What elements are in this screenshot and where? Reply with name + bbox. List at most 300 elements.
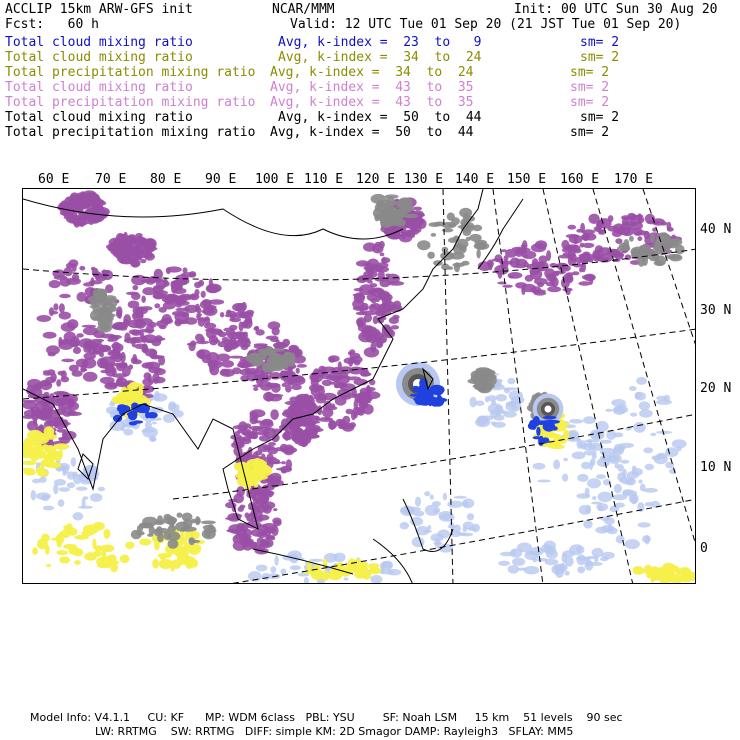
purple-cloud-region <box>82 358 96 369</box>
light-cloud-region <box>605 409 613 412</box>
light-cloud-region <box>551 565 564 575</box>
light-cloud-region <box>618 404 627 407</box>
purple-cloud-region <box>271 433 279 442</box>
gray-cloud-region <box>147 533 153 537</box>
purple-cloud-region <box>133 313 143 318</box>
purple-cloud-region <box>294 434 299 440</box>
yellow-cloud-region <box>47 450 59 459</box>
gray-cloud-region <box>204 528 217 533</box>
light-cloud-region <box>629 386 637 391</box>
purple-cloud-region <box>386 274 391 277</box>
purple-cloud-region <box>266 529 276 533</box>
purple-cloud-region <box>43 370 50 374</box>
gray-cloud-region <box>451 217 460 225</box>
light-cloud-region <box>509 390 523 400</box>
purple-cloud-region <box>110 335 122 339</box>
purple-cloud-region <box>59 303 65 313</box>
purple-cloud-region <box>328 357 335 363</box>
purple-cloud-region <box>45 377 56 384</box>
yellow-cloud-region <box>132 398 140 402</box>
light-cloud-region <box>281 569 287 575</box>
light-cloud-region <box>650 433 656 436</box>
purple-cloud-region <box>221 360 234 368</box>
light-cloud-region <box>470 397 477 408</box>
purple-cloud-region <box>92 351 101 355</box>
legend-smooth-1: sm= 2 <box>580 50 620 65</box>
map-panel <box>22 188 696 584</box>
purple-cloud-region <box>131 337 135 347</box>
purple-cloud-region <box>352 407 363 415</box>
purple-cloud-region <box>253 387 258 391</box>
blue-cloud-region <box>532 424 537 430</box>
purple-cloud-region <box>198 282 203 285</box>
purple-cloud-region <box>83 372 98 382</box>
gray-cloud-region <box>188 537 195 545</box>
gray-cloud-region <box>386 196 395 204</box>
lat-label-1: 30 N <box>700 303 732 318</box>
legend-smooth-5: sm= 2 <box>580 110 620 125</box>
purple-cloud-region <box>621 227 634 237</box>
purple-cloud-region <box>635 231 649 236</box>
purple-cloud-region <box>196 307 201 313</box>
purple-cloud-region <box>83 327 99 336</box>
light-cloud-region <box>567 436 580 442</box>
gray-cloud-region <box>168 539 179 549</box>
purple-cloud-region <box>255 450 262 455</box>
light-cloud-region <box>43 506 54 511</box>
light-cloud-region <box>587 478 601 488</box>
light-cloud-region <box>598 492 613 503</box>
light-cloud-region <box>613 432 623 437</box>
light-cloud-region <box>433 509 439 513</box>
gray-cloud-region <box>286 354 293 358</box>
purple-cloud-region <box>131 293 141 300</box>
purple-cloud-region <box>195 334 204 342</box>
light-cloud-region <box>532 558 537 562</box>
purple-cloud-region <box>260 538 273 548</box>
purple-cloud-region <box>382 257 386 264</box>
purple-cloud-region <box>621 215 630 220</box>
gray-cloud-region <box>141 523 154 529</box>
gray-cloud-region <box>105 308 114 311</box>
light-cloud-region <box>622 469 627 478</box>
legend-field-3: Total cloud mixing ratio <box>5 80 193 95</box>
light-cloud-region <box>76 487 88 491</box>
purple-cloud-region <box>380 253 385 257</box>
light-cloud-region <box>290 565 301 570</box>
yellow-cloud-region <box>56 534 62 544</box>
purple-cloud-region <box>637 236 642 241</box>
light-cloud-region <box>427 525 431 530</box>
yellow-cloud-region <box>56 550 68 555</box>
gray-cloud-region <box>427 252 435 259</box>
purple-cloud-region <box>59 312 71 320</box>
light-cloud-region <box>615 463 620 468</box>
purple-cloud-region <box>388 281 404 286</box>
light-cloud-region <box>141 429 155 433</box>
purple-cloud-region <box>68 199 80 209</box>
yellow-cloud-region <box>102 550 106 561</box>
light-cloud-region <box>53 484 58 494</box>
light-cloud-region <box>448 525 457 528</box>
light-cloud-region <box>584 450 597 456</box>
gray-cloud-region <box>669 254 682 261</box>
purple-cloud-region <box>44 392 50 396</box>
purple-cloud-region <box>312 427 318 431</box>
light-cloud-region <box>447 501 463 508</box>
purple-cloud-region <box>245 512 250 518</box>
light-cloud-region <box>463 501 469 507</box>
purple-cloud-region <box>268 321 281 330</box>
purple-cloud-region <box>73 347 81 354</box>
purple-cloud-region <box>320 372 330 379</box>
purple-cloud-region <box>129 329 141 334</box>
gray-cloud-region <box>108 304 116 308</box>
purple-cloud-region <box>229 356 244 359</box>
purple-cloud-region <box>296 368 300 374</box>
yellow-cloud-region <box>73 548 83 556</box>
gray-cloud-region <box>253 363 262 366</box>
purple-cloud-region <box>573 249 582 254</box>
light-cloud-region <box>656 400 672 405</box>
light-cloud-region <box>370 575 382 584</box>
light-cloud-region <box>149 435 156 442</box>
purple-cloud-region <box>269 372 281 380</box>
purple-cloud-region <box>229 336 236 343</box>
light-cloud-region <box>612 494 627 500</box>
light-cloud-region <box>577 474 588 482</box>
meridian-170e <box>643 189 696 349</box>
purple-cloud-region <box>97 339 104 342</box>
purple-cloud-region <box>370 283 378 287</box>
purple-cloud-region <box>363 242 376 251</box>
yellow-cloud-region <box>32 547 38 555</box>
lon-label-2: 80 E <box>150 172 182 187</box>
purple-cloud-region <box>349 349 355 355</box>
purple-cloud-region <box>522 240 528 251</box>
blue-cloud-region <box>536 427 540 436</box>
purple-cloud-region <box>281 461 286 464</box>
purple-cloud-region <box>172 311 186 316</box>
purple-cloud-region <box>280 466 292 473</box>
yellow-cloud-region <box>54 443 70 449</box>
light-cloud-region <box>596 474 606 479</box>
lon-label-9: 150 E <box>507 172 547 187</box>
light-cloud-region <box>39 477 47 483</box>
blue-cloud-region <box>128 410 138 420</box>
yellow-cloud-region <box>84 552 97 560</box>
light-cloud-region <box>512 558 525 566</box>
purple-cloud-region <box>220 312 224 317</box>
light-cloud-region <box>67 482 75 488</box>
purple-cloud-region <box>265 383 281 388</box>
purple-cloud-region <box>100 370 108 374</box>
purple-cloud-region <box>60 398 75 409</box>
gray-cloud-region <box>394 214 402 224</box>
light-cloud-region <box>497 379 503 382</box>
org-label: NCAR/MMM <box>272 2 335 17</box>
purple-cloud-region <box>488 261 493 270</box>
light-cloud-region <box>600 448 616 456</box>
yellow-cloud-region <box>139 538 151 545</box>
lon-label-3: 90 E <box>205 172 237 187</box>
purple-cloud-region <box>561 240 569 249</box>
legend-smooth-3: sm= 2 <box>570 80 610 95</box>
purple-cloud-region <box>581 254 588 258</box>
light-cloud-region <box>73 512 84 520</box>
purple-cloud-region <box>229 325 237 331</box>
purple-cloud-region <box>313 394 327 400</box>
purple-cloud-region <box>410 229 419 235</box>
purple-cloud-region <box>176 308 190 312</box>
gray-cloud-region <box>131 530 142 540</box>
lat-label-3: 10 N <box>700 460 732 475</box>
purple-cloud-region <box>140 259 146 263</box>
light-cloud-region <box>630 413 637 417</box>
light-cloud-region <box>478 415 489 424</box>
purple-cloud-region <box>159 307 167 313</box>
purple-cloud-region <box>198 349 205 359</box>
lon-label-7: 130 E <box>404 172 444 187</box>
purple-cloud-region <box>580 243 585 248</box>
purple-cloud-region <box>250 542 261 550</box>
light-cloud-region <box>586 556 596 559</box>
lon-label-5: 110 E <box>304 172 344 187</box>
light-cloud-region <box>629 494 639 504</box>
light-cloud-region <box>602 552 615 559</box>
lon-label-1: 70 E <box>95 172 127 187</box>
purple-cloud-region <box>82 199 91 204</box>
purple-cloud-region <box>216 330 224 336</box>
purple-cloud-region <box>568 225 577 230</box>
yellow-cloud-region <box>107 554 117 563</box>
purple-cloud-region <box>196 317 209 321</box>
purple-cloud-region <box>153 285 165 290</box>
purple-cloud-region <box>227 513 241 522</box>
purple-cloud-region <box>47 420 61 426</box>
legend-kindex-5: Avg, k-index = 50 to 44 <box>278 110 482 125</box>
yellow-cloud-region <box>83 525 99 535</box>
purple-cloud-region <box>116 233 125 243</box>
light-cloud-region <box>589 461 593 471</box>
legend-smooth-4: sm= 2 <box>570 95 610 110</box>
purple-cloud-region <box>498 270 503 279</box>
yellow-cloud-region <box>633 566 644 573</box>
lon-label-6: 120 E <box>356 172 396 187</box>
purple-cloud-region <box>509 275 515 278</box>
lon-label-11: 170 E <box>614 172 654 187</box>
purple-cloud-region <box>82 325 96 328</box>
light-cloud-region <box>585 487 590 497</box>
gray-cloud-region <box>474 370 482 377</box>
purple-cloud-region <box>563 288 573 292</box>
purple-cloud-region <box>589 257 594 263</box>
purple-cloud-region <box>625 254 632 260</box>
purple-cloud-region <box>350 356 362 364</box>
purple-cloud-region <box>116 377 123 387</box>
light-cloud-region <box>635 392 646 401</box>
purple-cloud-region <box>257 530 268 538</box>
purple-cloud-region <box>33 409 45 413</box>
purple-cloud-region <box>280 444 288 453</box>
yellow-cloud-region <box>45 464 53 468</box>
purple-cloud-region <box>48 352 56 356</box>
light-cloud-region <box>627 471 639 479</box>
gray-cloud-region <box>262 350 277 353</box>
purple-cloud-region <box>61 359 74 363</box>
purple-cloud-region <box>116 251 130 260</box>
gray-cloud-region <box>155 528 170 534</box>
blue-cloud-region <box>543 421 556 431</box>
light-cloud-region <box>62 465 69 474</box>
purple-cloud-region <box>515 265 527 269</box>
light-cloud-region <box>430 494 434 499</box>
legend-field-0: Total cloud mixing ratio <box>5 35 193 50</box>
gray-cloud-region <box>454 262 460 272</box>
light-cloud-region <box>579 505 591 515</box>
purple-cloud-region <box>579 281 592 286</box>
light-cloud-region <box>645 502 654 507</box>
light-cloud-region <box>274 555 278 566</box>
yellow-cloud-region <box>368 564 373 570</box>
purple-cloud-region <box>59 277 71 286</box>
light-cloud-region <box>614 484 622 493</box>
gray-cloud-region <box>157 515 163 523</box>
purple-cloud-region <box>206 284 222 293</box>
purple-cloud-region <box>582 233 590 242</box>
purple-cloud-region <box>265 392 272 402</box>
gray-cloud-region <box>183 519 193 529</box>
purple-cloud-region <box>607 226 619 232</box>
purple-cloud-region <box>297 364 307 368</box>
purple-cloud-region <box>356 394 364 402</box>
purple-cloud-region <box>291 384 302 390</box>
purple-cloud-region <box>521 285 525 295</box>
purple-cloud-region <box>302 430 308 435</box>
legend-field-4: Total precipitation mixing ratio <box>5 95 256 110</box>
purple-cloud-region <box>119 327 128 331</box>
purple-cloud-region <box>525 275 534 282</box>
purple-cloud-region <box>546 282 555 287</box>
purple-cloud-region <box>161 294 177 299</box>
legend-kindex-0: Avg, k-index = 23 to 9 <box>278 35 482 50</box>
purple-cloud-region <box>273 508 277 511</box>
blue-cloud-region <box>420 389 434 398</box>
purple-cloud-region <box>531 262 545 268</box>
light-cloud-region <box>58 499 65 507</box>
gray-cloud-region <box>474 240 487 245</box>
gray-cloud-region <box>403 214 418 218</box>
light-cloud-region <box>506 402 517 406</box>
blue-cloud-region <box>131 405 147 411</box>
yellow-cloud-region <box>254 482 259 488</box>
purple-cloud-region <box>142 378 153 386</box>
purple-cloud-region <box>285 384 292 392</box>
light-cloud-region <box>71 457 76 467</box>
light-cloud-region <box>583 416 596 424</box>
purple-cloud-region <box>72 370 83 377</box>
purple-cloud-region <box>546 250 551 261</box>
gray-cloud-region <box>157 533 164 543</box>
light-cloud-region <box>415 497 421 507</box>
light-cloud-region <box>491 421 496 425</box>
purple-cloud-region <box>102 269 107 275</box>
purple-cloud-region <box>395 228 400 239</box>
purple-cloud-region <box>68 259 78 267</box>
purple-cloud-region <box>208 307 214 314</box>
purple-cloud-region <box>204 323 216 329</box>
purple-cloud-region <box>189 271 196 277</box>
light-cloud-region <box>496 394 507 401</box>
light-cloud-region <box>490 410 499 418</box>
light-cloud-region <box>270 566 276 573</box>
purple-cloud-region <box>354 288 364 291</box>
purple-cloud-region <box>139 318 153 325</box>
yellow-cloud-region <box>252 459 261 466</box>
legend-kindex-3: Avg, k-index = 43 to 35 <box>270 80 474 95</box>
purple-cloud-region <box>660 221 667 225</box>
gray-cloud-region <box>92 316 102 320</box>
yellow-cloud-region <box>35 446 49 450</box>
purple-cloud-region <box>340 425 353 430</box>
purple-cloud-region <box>49 280 61 288</box>
legend-field-2: Total precipitation mixing ratio <box>5 65 256 80</box>
purple-cloud-region <box>596 222 602 230</box>
purple-cloud-region <box>324 401 332 408</box>
purple-cloud-region <box>349 367 363 375</box>
lat-label-0: 40 N <box>700 222 732 237</box>
purple-cloud-region <box>189 293 199 300</box>
light-cloud-region <box>607 527 618 534</box>
purple-cloud-region <box>306 434 320 438</box>
purple-cloud-region <box>566 234 579 238</box>
purple-cloud-region <box>378 270 385 281</box>
yellow-cloud-region <box>41 534 50 542</box>
purple-cloud-region <box>363 270 377 278</box>
light-cloud-region <box>592 548 604 558</box>
light-cloud-region <box>382 561 393 569</box>
lon-label-8: 140 E <box>455 172 495 187</box>
yellow-cloud-region <box>175 552 181 557</box>
yellow-cloud-region <box>37 470 49 477</box>
yellow-cloud-region <box>563 430 569 439</box>
blue-cloud-region <box>434 391 443 395</box>
purple-cloud-region <box>531 243 546 252</box>
purple-cloud-region <box>208 360 223 369</box>
purple-cloud-region <box>305 401 317 411</box>
light-cloud-region <box>437 529 450 538</box>
light-cloud-region <box>31 490 37 500</box>
gray-cloud-region <box>617 246 630 252</box>
purple-cloud-region <box>334 383 339 388</box>
purple-cloud-region <box>201 291 206 298</box>
gray-cloud-region <box>90 305 97 308</box>
light-cloud-region <box>145 421 152 429</box>
light-cloud-region <box>665 462 674 469</box>
valid-time: Valid: 12 UTC Tue 01 Sep 20 (21 JST Tue 01 Sep 20) <box>290 17 682 32</box>
purple-cloud-region <box>361 372 372 376</box>
light-cloud-region <box>596 503 608 511</box>
light-cloud-region <box>435 538 441 549</box>
light-cloud-region <box>625 539 640 549</box>
light-cloud-region <box>563 458 568 462</box>
light-cloud-region <box>59 487 70 492</box>
light-cloud-region <box>572 452 586 460</box>
gray-cloud-region <box>463 229 472 236</box>
light-cloud-region <box>583 520 592 529</box>
purple-cloud-region <box>128 364 133 369</box>
purple-cloud-region <box>49 307 54 316</box>
